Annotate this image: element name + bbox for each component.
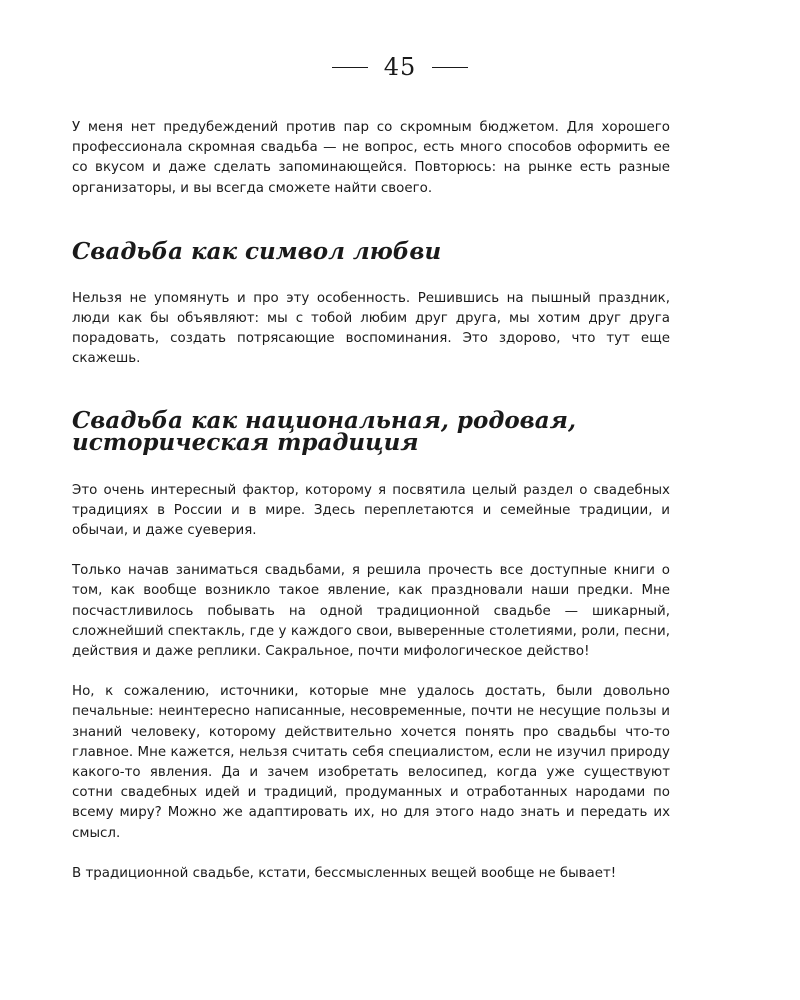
section-heading-love: Свадьба как символ любви xyxy=(72,237,442,265)
paragraph-closing: В традиционной свадьбе, кстати, бессмысленных вещей вообще не бывает! xyxy=(72,865,617,881)
page-number-left-rule xyxy=(332,67,368,68)
paragraph-ancestors: Только начав заниматься свадьбами, я решила прочесть все доступные книги о том, как вообще возникло такое явление, как праздновали наши предки. Мне посчастливилось побывать на одной традиционной свадьбе — шикарный, сложнейший спектакль, где у каждого свои, выверенные столетиями, роли, песни, действия и даже реплики. Сакральное, почти мифологическое действо! xyxy=(72,563,670,660)
section-heading-tradition-line-1: Свадьба как национальная, родовая, xyxy=(72,406,576,434)
page-header xyxy=(0,52,800,82)
paragraph-budget: У меня нет предубеждений против пар со скромным бюджетом. Для хорошего профессионала скромная свадьба — не вопрос, есть много способов оформить ее со вкусом и даже сделать запоминающейся. Повторюсь: на рынке есть разные организаторы, и вы всегда сможете найти своего. xyxy=(72,120,670,196)
section-heading-tradition-line-2: историческая традиция xyxy=(72,428,419,456)
paragraph-love: Нельзя не упомянуть и про эту особенность. Решившись на пышный праздник, люди как бы объявляют: мы с тобой любим друг друга, мы хотим друг друга порадовать, создать потрясающие воспоминания. Это здорово, что тут еще скажешь. xyxy=(72,290,670,367)
page-number-right-rule xyxy=(432,67,468,68)
page-number: 45 xyxy=(383,53,417,81)
paragraph-sources: Но, к сожалению, источники, которые мне удалось достать, были довольно печальные: неинтересно написанные, несовременные, почти не несущие пользы и знаний человеку, которому действительно хочется понять про свадьбы что-то главное. Мне кажется, нельзя считать себя специалистом, если не изучил природу какого-то явления. Да и зачем изобретать велосипед, когда уже существуют сотни свадебных идей и традиций, продуманных и отработанных народами по всему миру? Можно же адаптировать их, но для этого надо знать и передать их смысл. xyxy=(72,684,670,841)
paragraph-tradition-intro: Это очень интересный фактор, которому я посвятила целый раздел о свадебных традициях в России и в мире. Здесь переплетаются и семейные традиции, и обычаи, и даже суеверия. xyxy=(72,482,670,539)
section-heading-tradition xyxy=(72,406,670,456)
page-body xyxy=(72,118,670,884)
